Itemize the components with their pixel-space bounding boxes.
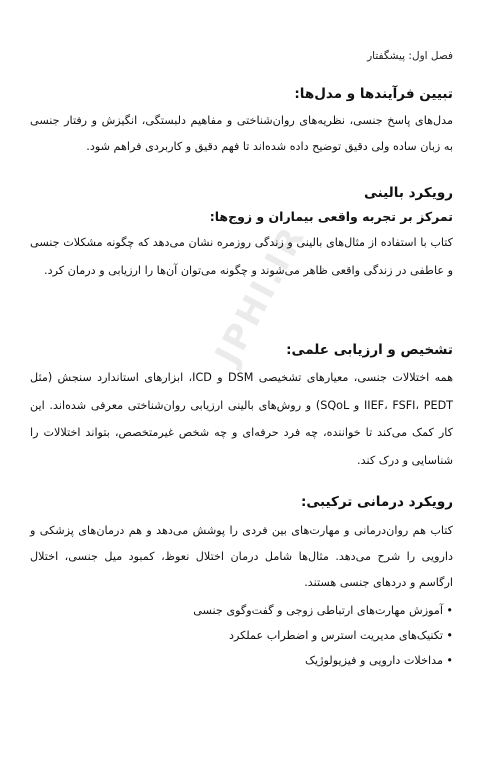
section-clinical <box>30 183 453 284</box>
section-treatment <box>30 492 453 673</box>
section-models <box>30 84 453 160</box>
section-title: تبیین فرآیندها و مدل‌ها: <box>294 86 453 102</box>
chapter-header: فصل اول: پیشگفتار <box>367 50 453 62</box>
section-subtitle: تمرکز بر تجربه واقعی بیماران و زوج‌ها: <box>209 209 453 224</box>
section-paragraph: کتاب با استفاده از مثال‌های بالینی و زندگی روزمره نشان می‌دهد که چگونه مشکلات جنسی و عاطفی در زندگی واقعی ظاهر می‌شوند و چگونه می‌توان آن‌ها را ارزیابی و درمان کرد. <box>30 236 453 277</box>
list-item: • تکنیک‌های مدیریت استرس و اضطراب عملکرد <box>30 623 453 648</box>
list-item: • مداخلات دارویی و فیزیولوژیک <box>30 648 453 673</box>
section-title: رویکرد درمانی ترکیبی: <box>300 494 453 510</box>
section-paragraph: همه اختلالات جنسی، معیارهای تشخیصی DSM و ICD، ابزارهای استاندارد سنجش (مثل IIEF، FSFI، PEDT و SQoL) و روش‌های بالینی ارزیابی روان‌شناختی معرفی شده‌اند. این کار کمک می‌کند تا خواننده، چه فرد حرفه‌ای و چه شخص غیرمتخصص، بتواند اختلالات را شناسایی و درک کند. <box>30 371 454 467</box>
watermark: JPHI.IR <box>207 218 314 372</box>
section-title: تشخیص و ارزیابی علمی: <box>286 342 453 358</box>
section-paragraph: مدل‌های پاسخ جنسی، نظریه‌های روان‌شناختی و مفاهیم دلبستگی، انگیزش و رفتار جنسی به زبان ساده ولی دقیق توضیح داده شده‌اند تا فهم دقیق و کاربردی فراهم شود. <box>30 114 453 153</box>
section-title: رویکرد بالینی <box>364 185 453 201</box>
bullet-list <box>30 598 453 673</box>
section-paragraph: کتاب هم روان‌درمانی و مهارت‌های بین فردی را پوشش می‌دهد و هم درمان‌های پزشکی و دارویی را شرح می‌دهد. مثال‌ها شامل درمان اختلال نعوظ، کمبود میل جنسی، اختلال ارگاسم و دردهای جنسی هستند. <box>30 524 453 589</box>
list-item: • آموزش مهارت‌های ارتباطی زوجی و گفت‌وگوی جنسی <box>30 598 453 623</box>
